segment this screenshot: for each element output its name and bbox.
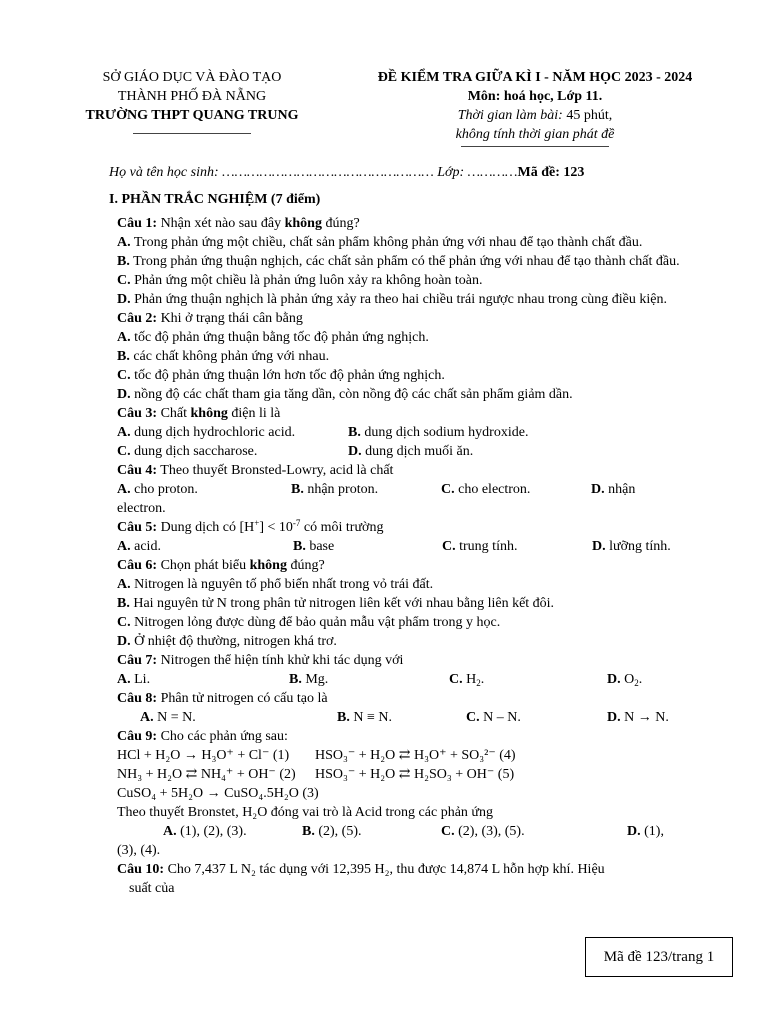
header-right-rule bbox=[461, 146, 609, 147]
q7-option-c: C. $H_2$. bbox=[449, 672, 485, 688]
q9-option-a: A. (1), (2), (3). bbox=[163, 824, 247, 839]
q3-option-d: D. dung dịch muối ăn. bbox=[348, 444, 474, 459]
q7-option-b: B. Mg. bbox=[289, 672, 329, 687]
q5-option-a: A. acid. bbox=[117, 539, 161, 554]
q9-question: Theo thuyết Bronstet, H₂O đóng vai trò là Acid trong các phản ứng bbox=[117, 805, 493, 820]
q2-option-b: B. các chất không phản ứng với nhau. bbox=[117, 349, 330, 364]
q8-option-c: C. N – N. bbox=[466, 710, 521, 725]
q9-reactions-row1 bbox=[117, 746, 687, 765]
department-name: SỞ GIÁO DỤC VÀ ĐÀO TẠO bbox=[102, 70, 282, 85]
q1-option-c: C. Phản ứng một chiều là phản ứng luôn xảy ra không hoàn toàn. bbox=[117, 273, 483, 288]
reaction-3: CuSO₄ + 5H₂O → CuSO₄.5H₂O (3) bbox=[117, 786, 319, 801]
question-1: Câu 1: Nhận xét nào sau đây không đúng? bbox=[117, 216, 360, 231]
question-9: Câu 9: Cho các phản ứng sau: bbox=[117, 729, 288, 744]
city-name: THÀNH PHỐ ĐÀ NẴNG bbox=[117, 89, 267, 104]
q9-option-d: D. (1), bbox=[627, 824, 664, 839]
header-left bbox=[62, 68, 322, 134]
q8-option-a: A. N = N. bbox=[140, 710, 196, 725]
q9-option-c: C. (2), (3), (5). bbox=[441, 824, 525, 839]
q9-option-d-cont: (3), (4). bbox=[117, 843, 161, 858]
question-2: Câu 2: Khi ở trạng thái cân bằng bbox=[117, 311, 303, 326]
question-7: Câu 7: Nitrogen thể hiện tính khử khi tác dụng với bbox=[117, 653, 404, 668]
q2-option-c: C. tốc độ phản ứng thuận lớn hơn tốc độ phản ứng nghịch. bbox=[117, 368, 445, 383]
q3-option-b: B. dung dịch sodium hydroxide. bbox=[348, 425, 529, 440]
q1-option-d: D. Phản ứng thuận nghịch là phản ứng xảy ra theo hai chiều trái ngược nhau trong cùng điều kiện. bbox=[117, 292, 667, 307]
student-info-line bbox=[109, 163, 729, 182]
header-right bbox=[345, 68, 725, 147]
q4-option-b: B. nhận proton. bbox=[291, 482, 379, 497]
q4-option-a: A. cho proton. bbox=[117, 482, 198, 497]
q3-option-c: C. dung dịch saccharose. bbox=[117, 444, 258, 459]
question-10: Câu 10: Cho 7,437 L N₂ tác dụng với 12,395 H₂, thu được 14,874 L hỗn hợp khí. Hiệu bbox=[117, 862, 605, 877]
exam-time-note: không tính thời gian phát đề bbox=[455, 127, 615, 142]
question-6: Câu 6: Chọn phát biểu không đúng? bbox=[117, 558, 325, 573]
q6-option-a: A. Nitrogen là nguyên tố phổ biến nhất trong vỏ trái đất. bbox=[117, 577, 434, 592]
q6-option-c: C. Nitrogen lỏng được dùng để bảo quản mẫu vật phẩm trong y học. bbox=[117, 615, 501, 630]
exam-subject: Môn: hoá học, Lớp 11. bbox=[467, 89, 603, 104]
q8-option-b: B. N ≡ N. bbox=[337, 710, 392, 725]
exam-code: Mã đề: 123 bbox=[517, 165, 585, 180]
reaction-2: NH₃ + H₂O ⇄ NH₄⁺ + OH⁻ (2) bbox=[117, 767, 296, 782]
question-8: Câu 8: Phân tử nitrogen có cấu tạo là bbox=[117, 691, 328, 706]
q1-option-b: B. Trong phản ứng thuận nghịch, các chất sản phẩm có thể phản ứng với nhau để tạo thành chất đầu. bbox=[117, 254, 680, 269]
q2-option-a: A. tốc độ phản ứng thuận bằng tốc độ phản ứng nghịch. bbox=[117, 330, 429, 345]
q5-options-row bbox=[117, 537, 687, 556]
questions bbox=[117, 214, 687, 898]
exam-title: ĐỀ KIỂM TRA GIỮA KÌ I - NĂM HỌC 2023 - 2024 bbox=[377, 70, 693, 85]
q9-options-row bbox=[117, 822, 687, 841]
q7-options-row bbox=[117, 670, 687, 689]
q8-options-row bbox=[117, 708, 687, 727]
exam-time: Thời gian làm bài: 45 phút, bbox=[457, 108, 613, 123]
q4-option-c: C. cho electron. bbox=[441, 482, 531, 497]
q3-option-a: A. dung dịch hydrochloric acid. bbox=[117, 425, 296, 440]
q5-option-d: D. lưỡng tính. bbox=[592, 539, 671, 554]
header-left-rule bbox=[133, 133, 251, 134]
q2-option-d: D. nồng độ các chất tham gia tăng dần, còn nồng độ các chất sản phẩm giảm dần. bbox=[117, 387, 573, 402]
q3-options-row2 bbox=[117, 442, 687, 461]
question-5: Câu 5: Dung dịch có $[H^+] < 10^{-7}$ có môi trường bbox=[117, 518, 384, 535]
q6-option-d: D. Ở nhiệt độ thường, nitrogen khá trơ. bbox=[117, 634, 337, 649]
q4-option-d: D. nhận bbox=[591, 482, 636, 497]
q6-option-b: B. Hai nguyên tử N trong phân tử nitrogen liên kết với nhau bằng liên kết đôi. bbox=[117, 596, 555, 611]
question-4: Câu 4: Theo thuyết Bronsted-Lowry, acid là chất bbox=[117, 463, 394, 478]
reaction-4: HSO₃⁻ + H₂O ⇄ H₃O⁺ + SO₃²⁻ (4) bbox=[315, 748, 516, 763]
student-name-label: Họ và tên học sinh: …………………………………………… Lớp: ………… bbox=[109, 165, 518, 180]
q1-option-a: A. Trong phản ứng một chiều, chất sản phẩm không phản ứng với nhau để tạo thành chất đầu. bbox=[117, 235, 643, 250]
school-name: TRƯỜNG THPT QUANG TRUNG bbox=[85, 108, 299, 123]
q8-option-d: D. N → N. bbox=[607, 710, 669, 725]
q7-option-a: A. Li. bbox=[117, 672, 151, 687]
q9-reactions-row2 bbox=[117, 765, 687, 784]
q7-option-d: D. $O_2$. bbox=[607, 672, 643, 688]
q5-option-c: C. trung tính. bbox=[442, 539, 518, 554]
reaction-5: HSO₃⁻ + H₂O ⇄ H₂SO₃ + OH⁻ (5) bbox=[315, 767, 515, 782]
section-title: I. PHẦN TRẮC NGHIỆM (7 điểm) bbox=[109, 192, 321, 207]
question-3: Câu 3: Chất không điện li là bbox=[117, 406, 281, 421]
page-footer-code: Mã đề 123/trang 1 bbox=[585, 937, 733, 977]
q3-options-row1 bbox=[117, 423, 687, 442]
q9-option-b: B. (2), (5). bbox=[302, 824, 362, 839]
q4-option-d-cont: electron. bbox=[117, 501, 166, 516]
q4-options-row bbox=[117, 480, 687, 499]
question-10-cont: suất của bbox=[129, 881, 175, 896]
reaction-1: HCl + H₂O → H₃O⁺ + Cl⁻ (1) bbox=[117, 748, 290, 763]
q5-option-b: B. base bbox=[293, 539, 335, 554]
